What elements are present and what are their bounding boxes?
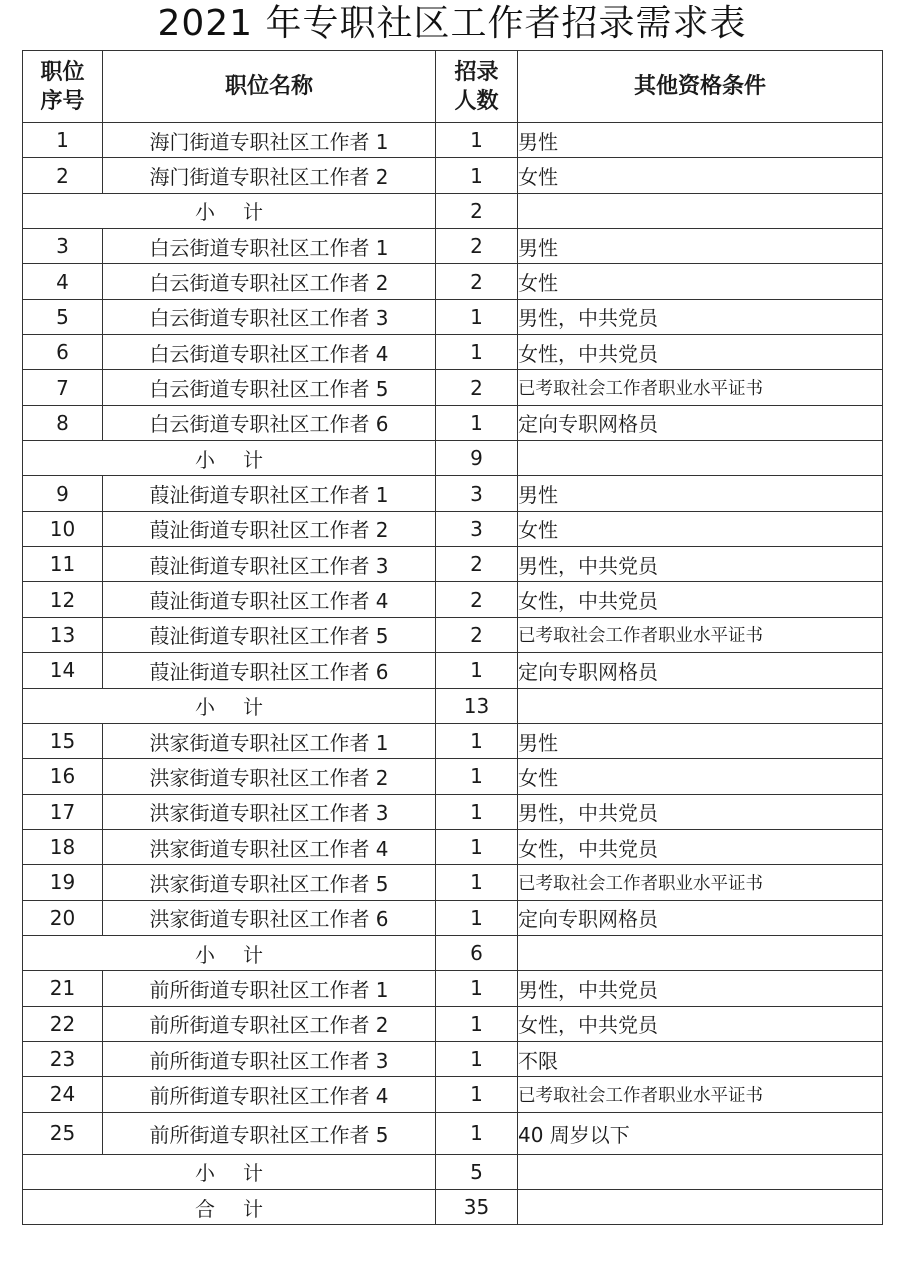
table-row: [23, 900, 883, 935]
table-row: [23, 971, 883, 1006]
table-row: [23, 794, 883, 829]
other-conditions: 已考取社会工作者职业水平证书: [518, 370, 883, 405]
subtotal-label-char1: 小: [195, 200, 215, 225]
recruit-count: 1: [436, 794, 518, 829]
recruit-count: 2: [436, 617, 518, 652]
position-no: 12: [23, 582, 103, 617]
position-name: 葭沚街道专职社区工作者 6: [103, 653, 436, 688]
total-count: 35: [436, 1189, 518, 1224]
table-row: [23, 653, 883, 688]
position-no: 23: [23, 1041, 103, 1076]
other-conditions: 女性，中共党员: [518, 1006, 883, 1041]
position-no: 10: [23, 511, 103, 546]
position-name: 洪家街道专职社区工作者 6: [103, 900, 436, 935]
subtotal-count: 13: [436, 688, 518, 723]
subtotal-label: [23, 688, 436, 723]
other-conditions: 男性，中共党员: [518, 971, 883, 1006]
table-row: [23, 547, 883, 582]
table-row: [23, 511, 883, 546]
other-conditions: 定向专职网格员: [518, 900, 883, 935]
header-recruit-count: [436, 51, 518, 123]
position-name: 白云街道专职社区工作者 3: [103, 299, 436, 334]
table-row: [23, 723, 883, 758]
subtotal-label-char2: 计: [243, 1161, 263, 1186]
other-conditions: 不限: [518, 1041, 883, 1076]
other-conditions: 女性: [518, 264, 883, 299]
recruit-count: 3: [436, 511, 518, 546]
subtotal-label-char1: 小: [195, 447, 215, 472]
header-position-name: 职位名称: [103, 51, 436, 123]
header-recruit-count-line2: 人数: [454, 88, 499, 114]
position-name: 洪家街道专职社区工作者 5: [103, 865, 436, 900]
recruit-count: 1: [436, 123, 518, 158]
header-position-no-line1: 职位: [40, 59, 85, 85]
recruitment-table: [22, 50, 883, 1225]
position-name: 葭沚街道专职社区工作者 2: [103, 511, 436, 546]
recruit-count: 1: [436, 829, 518, 864]
other-conditions: 女性: [518, 511, 883, 546]
total-row: [23, 1189, 883, 1224]
other-conditions: 男性: [518, 723, 883, 758]
position-name: 洪家街道专职社区工作者 4: [103, 829, 436, 864]
total-label-char1: 合: [195, 1196, 215, 1221]
subtotal-count: 9: [436, 441, 518, 476]
position-no: 6: [23, 335, 103, 370]
position-no: 5: [23, 299, 103, 334]
total-label: [23, 1189, 436, 1224]
subtotal-row: [23, 935, 883, 970]
other-conditions: 男性: [518, 123, 883, 158]
subtotal-conditions-empty: [518, 193, 883, 228]
other-conditions: 女性，中共党员: [518, 829, 883, 864]
position-no: 17: [23, 794, 103, 829]
position-no: 21: [23, 971, 103, 1006]
subtotal-conditions-empty: [518, 441, 883, 476]
recruit-count: 1: [436, 299, 518, 334]
position-name: 白云街道专职社区工作者 1: [103, 229, 436, 264]
position-name: 前所街道专职社区工作者 4: [103, 1077, 436, 1112]
page-title: 2021 年专职社区工作者招录需求表: [157, 3, 747, 44]
position-no: 24: [23, 1077, 103, 1112]
other-conditions: 定向专职网格员: [518, 405, 883, 440]
position-name: 白云街道专职社区工作者 6: [103, 405, 436, 440]
subtotal-row: [23, 441, 883, 476]
subtotal-label-char2: 计: [243, 200, 263, 225]
other-conditions: 已考取社会工作者职业水平证书: [518, 1077, 883, 1112]
position-no: 15: [23, 723, 103, 758]
subtotal-label-char2: 计: [243, 447, 263, 472]
position-name: 洪家街道专职社区工作者 1: [103, 723, 436, 758]
position-no: 8: [23, 405, 103, 440]
position-name: 白云街道专职社区工作者 5: [103, 370, 436, 405]
subtotal-label-char1: 小: [195, 942, 215, 967]
position-name: 洪家街道专职社区工作者 3: [103, 794, 436, 829]
position-no: 4: [23, 264, 103, 299]
recruit-count: 1: [436, 1112, 518, 1154]
recruit-count: 1: [436, 900, 518, 935]
position-name: 葭沚街道专职社区工作者 4: [103, 582, 436, 617]
recruit-count: 2: [436, 370, 518, 405]
table-row: [23, 123, 883, 158]
recruit-count: 1: [436, 405, 518, 440]
position-name: 葭沚街道专职社区工作者 3: [103, 547, 436, 582]
position-name: 洪家街道专职社区工作者 2: [103, 759, 436, 794]
position-name: 前所街道专职社区工作者 3: [103, 1041, 436, 1076]
position-no: 7: [23, 370, 103, 405]
table-row: [23, 582, 883, 617]
subtotal-count: 2: [436, 193, 518, 228]
position-name: 海门街道专职社区工作者 2: [103, 158, 436, 193]
total-conditions-empty: [518, 1189, 883, 1224]
position-no: 20: [23, 900, 103, 935]
position-name: 葭沚街道专职社区工作者 5: [103, 617, 436, 652]
total-label-char2: 计: [243, 1196, 263, 1221]
subtotal-label: [23, 441, 436, 476]
position-name: 前所街道专职社区工作者 2: [103, 1006, 436, 1041]
recruit-count: 3: [436, 476, 518, 511]
recruit-count: 2: [436, 582, 518, 617]
subtotal-label-char1: 小: [195, 695, 215, 720]
table-row: [23, 617, 883, 652]
subtotal-count: 5: [436, 1154, 518, 1189]
position-name: 前所街道专职社区工作者 1: [103, 971, 436, 1006]
table-row: [23, 759, 883, 794]
position-name: 白云街道专职社区工作者 2: [103, 264, 436, 299]
position-no: 14: [23, 653, 103, 688]
table-row: [23, 1077, 883, 1112]
position-name: 海门街道专职社区工作者 1: [103, 123, 436, 158]
subtotal-conditions-empty: [518, 688, 883, 723]
recruit-count: 1: [436, 971, 518, 1006]
position-no: 22: [23, 1006, 103, 1041]
subtotal-label: [23, 1154, 436, 1189]
position-name: 葭沚街道专职社区工作者 1: [103, 476, 436, 511]
position-no: 25: [23, 1112, 103, 1154]
table-body: [23, 123, 883, 1225]
position-no: 1: [23, 123, 103, 158]
recruit-count: 1: [436, 335, 518, 370]
other-conditions: 定向专职网格员: [518, 653, 883, 688]
recruit-count: 1: [436, 1077, 518, 1112]
subtotal-conditions-empty: [518, 935, 883, 970]
recruit-count: 1: [436, 723, 518, 758]
other-conditions: 男性，中共党员: [518, 794, 883, 829]
position-no: 11: [23, 547, 103, 582]
other-conditions: 男性: [518, 476, 883, 511]
table-row: [23, 405, 883, 440]
table-row: [23, 335, 883, 370]
other-conditions: 男性: [518, 229, 883, 264]
position-no: 9: [23, 476, 103, 511]
position-no: 2: [23, 158, 103, 193]
header-other-conditions: 其他资格条件: [518, 51, 883, 123]
recruit-count: 1: [436, 865, 518, 900]
subtotal-row: [23, 1154, 883, 1189]
subtotal-label-char1: 小: [195, 1161, 215, 1186]
position-no: 19: [23, 865, 103, 900]
recruit-count: 2: [436, 547, 518, 582]
table-row: [23, 229, 883, 264]
header-position-no: [23, 51, 103, 123]
subtotal-row: [23, 688, 883, 723]
other-conditions: 已考取社会工作者职业水平证书: [518, 865, 883, 900]
recruit-count: 1: [436, 759, 518, 794]
header-recruit-count-line1: 招录: [454, 59, 499, 85]
recruit-count: 1: [436, 1041, 518, 1076]
position-no: 18: [23, 829, 103, 864]
subtotal-conditions-empty: [518, 1154, 883, 1189]
table-row: [23, 476, 883, 511]
recruit-count: 1: [436, 653, 518, 688]
table-row: [23, 1006, 883, 1041]
subtotal-row: [23, 193, 883, 228]
table-row: [23, 1112, 883, 1154]
table-row: [23, 158, 883, 193]
other-conditions: 女性，中共党员: [518, 582, 883, 617]
position-no: 13: [23, 617, 103, 652]
header-row: [23, 51, 883, 123]
subtotal-count: 6: [436, 935, 518, 970]
header-position-no-line2: 序号: [40, 88, 85, 114]
recruit-count: 2: [436, 264, 518, 299]
subtotal-label: [23, 935, 436, 970]
other-conditions: 女性: [518, 158, 883, 193]
other-conditions: 女性: [518, 759, 883, 794]
subtotal-label: [23, 193, 436, 228]
table-row: [23, 865, 883, 900]
table-row: [23, 264, 883, 299]
table-row: [23, 370, 883, 405]
other-conditions: 男性，中共党员: [518, 299, 883, 334]
recruit-count: 1: [436, 158, 518, 193]
position-name: 前所街道专职社区工作者 5: [103, 1112, 436, 1154]
position-name: 白云街道专职社区工作者 4: [103, 335, 436, 370]
subtotal-label-char2: 计: [243, 695, 263, 720]
table-row: [23, 829, 883, 864]
position-no: 16: [23, 759, 103, 794]
position-no: 3: [23, 229, 103, 264]
other-conditions: 男性，中共党员: [518, 547, 883, 582]
other-conditions: 已考取社会工作者职业水平证书: [518, 617, 883, 652]
table-row: [23, 299, 883, 334]
table-row: [23, 1041, 883, 1076]
recruit-count: 2: [436, 229, 518, 264]
recruit-count: 1: [436, 1006, 518, 1041]
subtotal-label-char2: 计: [243, 942, 263, 967]
other-conditions: 40 周岁以下: [518, 1112, 883, 1154]
other-conditions: 女性，中共党员: [518, 335, 883, 370]
